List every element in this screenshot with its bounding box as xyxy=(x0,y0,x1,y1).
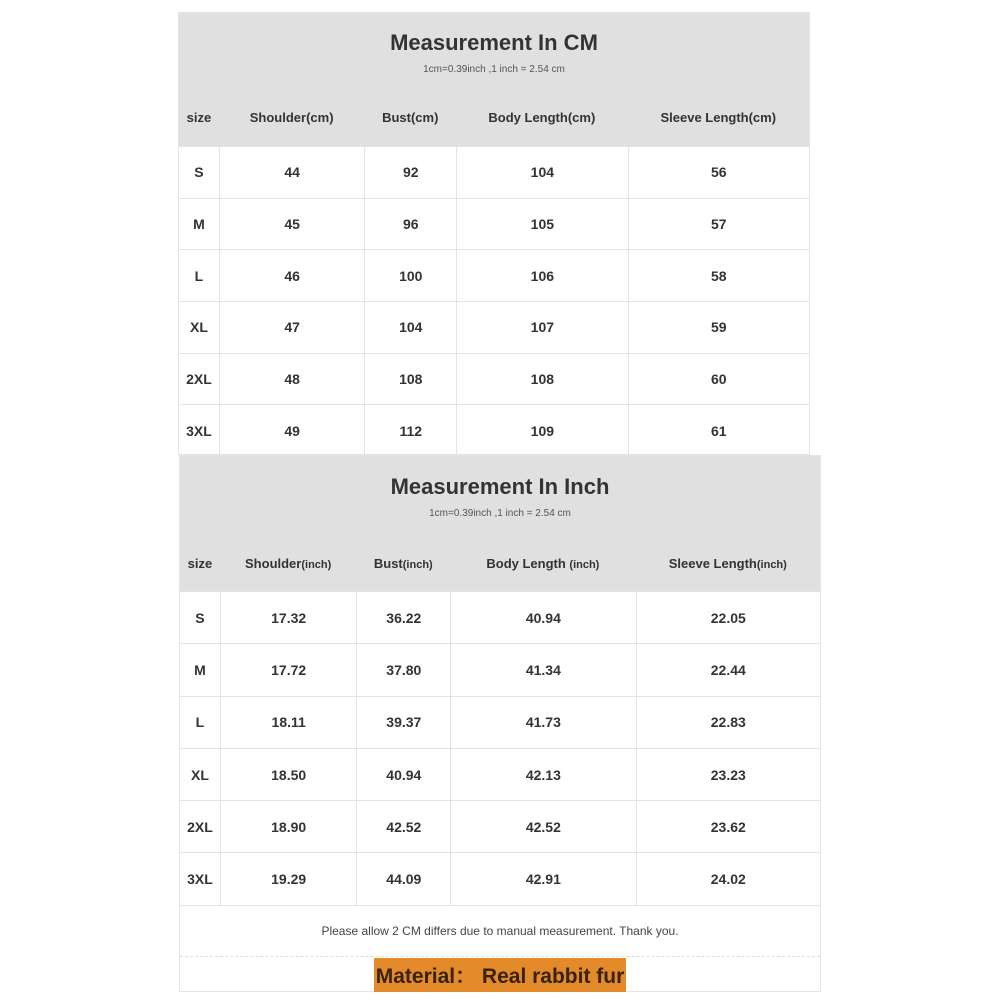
measurement-cell: 47 xyxy=(219,302,365,353)
column-header xyxy=(356,556,450,571)
measurement-cell: 108 xyxy=(364,354,456,405)
table-row xyxy=(179,404,809,456)
size-cell: XL xyxy=(189,319,208,336)
table-row xyxy=(179,146,809,198)
measurement-disclaimer: Please allow 2 CM differs due to manual measurement. Thank you. xyxy=(180,905,820,956)
column-header-label: size xyxy=(186,110,212,125)
measurement-cell: 96 xyxy=(364,199,456,250)
measurement-cell: 36.22 xyxy=(356,592,450,643)
table-row xyxy=(179,301,809,353)
column-header xyxy=(450,556,635,571)
measurement-cell: 104 xyxy=(456,147,627,198)
inch-conversion-note: 1cm=0.39inch ,1 inch = 2.54 cm xyxy=(429,508,571,519)
measurement-cell: 105 xyxy=(456,199,627,250)
size-cell: L xyxy=(195,714,205,731)
measurement-cell: 61 xyxy=(628,405,809,456)
table-row xyxy=(179,353,809,405)
measurement-cell: 92 xyxy=(364,147,456,198)
measurement-cell: 18.11 xyxy=(220,697,357,748)
column-header xyxy=(456,110,627,125)
column-header-unit: (inch) xyxy=(756,559,787,571)
measurement-cell: 42.52 xyxy=(450,801,635,852)
column-header-label: Shoulder xyxy=(245,556,302,571)
measurement-cell: 59 xyxy=(628,302,809,353)
cm-table-header xyxy=(179,13,809,146)
measurement-cell: 41.73 xyxy=(450,697,635,748)
column-header-label: Body Length(cm) xyxy=(488,110,596,125)
measurement-cell: 24.02 xyxy=(636,853,820,904)
size-cell: 3XL xyxy=(187,871,213,888)
measurement-cell: 104 xyxy=(364,302,456,353)
size-cell: M xyxy=(193,216,205,233)
measurement-cell: 39.37 xyxy=(356,697,450,748)
material-label: Material： Real rabbit fur xyxy=(374,958,627,992)
size-cell: 2XL xyxy=(187,818,213,835)
size-cell: S xyxy=(195,609,205,626)
column-header xyxy=(636,556,820,571)
inch-table-title: Measurement In Inch xyxy=(390,474,610,499)
size-cell: M xyxy=(194,661,206,678)
measurement-cell: 40.94 xyxy=(356,749,450,800)
measurement-cell: 44 xyxy=(219,147,365,198)
measurement-cell: 48 xyxy=(219,354,365,405)
column-header-label: Sleeve Length xyxy=(668,556,757,571)
column-header xyxy=(179,110,219,125)
size-cell: 3XL xyxy=(186,422,212,439)
cm-conversion-note: 1cm=0.39inch ,1 inch = 2.54 cm xyxy=(423,64,565,75)
measurement-cell: 17.32 xyxy=(220,592,357,643)
table-row xyxy=(180,852,820,904)
measurement-cell: 56 xyxy=(628,147,809,198)
measurement-cell: 42.91 xyxy=(450,853,635,904)
table-row xyxy=(180,591,820,643)
table-row xyxy=(180,748,820,800)
measurement-cell: 42.52 xyxy=(356,801,450,852)
measurement-cell: 22.83 xyxy=(636,697,820,748)
measurement-cell: 46 xyxy=(219,250,365,301)
measurement-cell: 40.94 xyxy=(450,592,635,643)
column-header-unit: (inch) xyxy=(402,559,433,571)
measurement-cell: 18.90 xyxy=(220,801,357,852)
size-cell: S xyxy=(194,164,204,181)
material-row xyxy=(180,956,820,993)
column-header-label: Bust(cm) xyxy=(382,110,439,125)
size-cell: L xyxy=(194,267,204,284)
column-header-label: Sleeve Length(cm) xyxy=(660,110,777,125)
measurement-cell: 106 xyxy=(456,250,627,301)
size-cell: XL xyxy=(190,766,209,783)
table-row xyxy=(179,249,809,301)
column-header xyxy=(219,110,365,125)
measurement-cell: 37.80 xyxy=(356,644,450,695)
measurement-cell: 41.34 xyxy=(450,644,635,695)
measurement-cell: 23.62 xyxy=(636,801,820,852)
cm-table-title: Measurement In CM xyxy=(390,30,598,55)
measurement-cell: 108 xyxy=(456,354,627,405)
table-row xyxy=(180,643,820,695)
column-header-label: Bust xyxy=(373,556,403,571)
measurement-cell: 107 xyxy=(456,302,627,353)
cm-size-table xyxy=(178,12,810,455)
measurement-cell: 18.50 xyxy=(220,749,357,800)
measurement-cell: 22.44 xyxy=(636,644,820,695)
measurement-cell: 100 xyxy=(364,250,456,301)
column-header-label: Shoulder(cm) xyxy=(249,110,334,125)
size-cell: 2XL xyxy=(186,371,212,388)
table-row xyxy=(180,696,820,748)
column-header xyxy=(628,110,809,125)
column-header-label: size xyxy=(187,556,213,571)
measurement-cell: 44.09 xyxy=(356,853,450,904)
column-header-unit: (inch) xyxy=(569,559,600,571)
column-header xyxy=(364,110,456,125)
column-header-unit: (inch) xyxy=(301,559,332,571)
column-header xyxy=(220,556,357,571)
measurement-cell: 19.29 xyxy=(220,853,357,904)
measurement-cell: 112 xyxy=(364,405,456,456)
measurement-cell: 42.13 xyxy=(450,749,635,800)
measurement-cell: 58 xyxy=(628,250,809,301)
column-header-label: Body Length xyxy=(486,556,570,571)
measurement-cell: 22.05 xyxy=(636,592,820,643)
inch-table-header xyxy=(180,456,820,591)
measurement-cell: 17.72 xyxy=(220,644,357,695)
measurement-cell: 45 xyxy=(219,199,365,250)
table-row xyxy=(180,800,820,852)
measurement-cell: 23.23 xyxy=(636,749,820,800)
inch-size-table xyxy=(179,455,821,992)
measurement-cell: 109 xyxy=(456,405,627,456)
table-row xyxy=(179,198,809,250)
measurement-cell: 57 xyxy=(628,199,809,250)
measurement-cell: 60 xyxy=(628,354,809,405)
column-header xyxy=(180,556,220,571)
measurement-cell: 49 xyxy=(219,405,365,456)
